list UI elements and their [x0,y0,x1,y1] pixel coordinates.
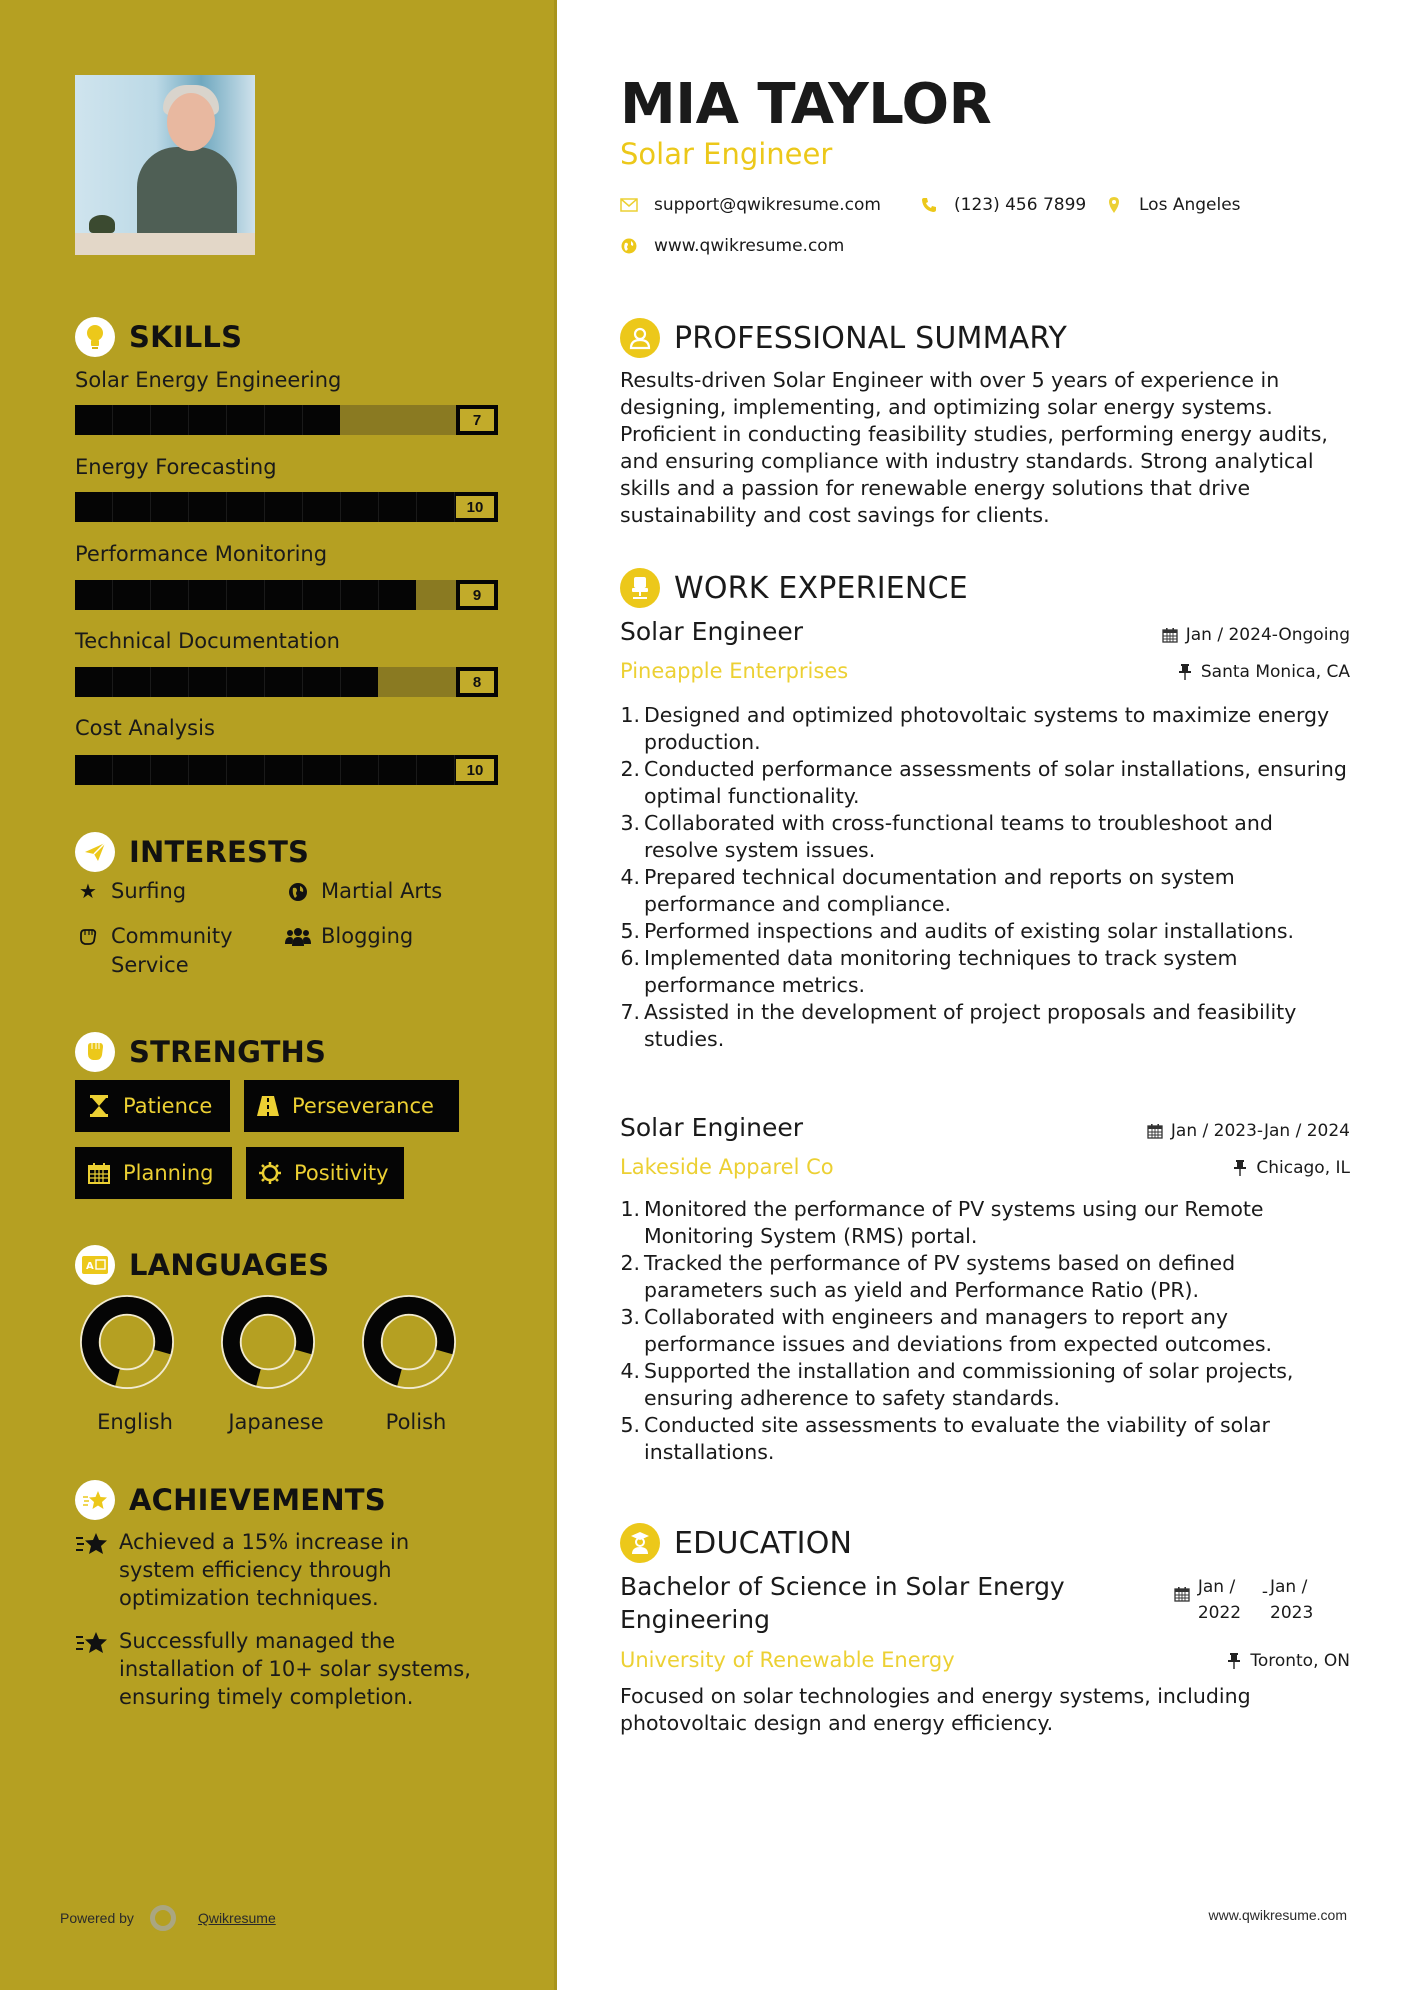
duty-item: 1. Monitored the performance of PV systems using our Remote Monitoring System (RMS) portal. [620,1197,1264,1248]
skill-bar [75,405,498,435]
pushpin-icon [1232,1160,1248,1176]
globe-icon [620,237,638,255]
interest-item: ★ Surfing [75,877,186,906]
language-donut-polish [362,1295,456,1389]
summary-heading: PROFESSIONAL SUMMARY [620,318,1067,358]
candidate-name: MIA TAYLOR [620,72,992,137]
qwikresume-logo-icon [150,1905,176,1931]
qwikresume-link[interactable]: Qwikresume [197,1910,276,1926]
skill-score: 7 [456,405,498,435]
job-title: Solar Engineer [620,1113,803,1142]
map-pin-icon [1105,196,1123,214]
skill-label: Solar Energy Engineering [75,368,342,392]
paper-plane-icon [75,832,115,872]
languages-heading: A LANGUAGES [75,1245,329,1285]
interest-item: Community Service [75,922,265,980]
profile-photo [75,75,255,255]
photo-person-body [137,147,237,247]
strength-tag: Planning [75,1147,232,1199]
duty-item: 2. Conducted performance assessments of solar installations, ensuring optimal functionality. [620,757,1347,808]
hourglass-icon [87,1094,111,1118]
job-dates: Jan / 2024-Ongoing [1162,625,1350,645]
duty-item: 1. Designed and optimized photovoltaic systems to maximize energy production. [620,703,1330,754]
duty-item: 2. Tracked the performance of PV systems based on defined parameters such as yield and Performance Ratio (PR). [620,1251,1236,1302]
education-location: Toronto, ON [1226,1651,1350,1671]
sidebar [0,0,557,1990]
strength-tag: Positivity [246,1147,404,1199]
degree-title: Bachelor of Science in Solar Energy Engineering [620,1572,1065,1634]
interest-item: Blogging [285,922,413,951]
envelope-icon [620,196,638,214]
graduate-icon [620,1523,660,1563]
duty-item: 5. Conducted site assessments to evaluate the viability of solar installations. [620,1413,1270,1464]
skills-heading: SKILLS [75,317,242,357]
raised-fist-icon [75,1032,115,1072]
calendar-icon [1174,1586,1190,1602]
sun-icon [258,1161,282,1185]
shooting-star-icon [75,1480,115,1520]
contact-location: Los Angeles [1105,195,1241,215]
contact-phone: (123) 456 7899 [920,195,1086,215]
user-icon [620,318,660,358]
language-donut-japanese [221,1295,315,1389]
skill-bar-fill [75,405,340,435]
globe-icon [285,877,311,906]
strengths-heading: STRENGTHS [75,1032,326,1072]
photo-person-head [167,93,215,151]
job-location: Chicago, IL [1232,1158,1350,1178]
calendar-icon [1147,1123,1163,1139]
skill-bar [75,667,498,697]
calendar-icon [87,1161,111,1185]
experience-heading: WORK EXPERIENCE [620,568,968,608]
school-name: University of Renewable Energy [620,1648,955,1672]
skill-bar-fill [75,580,416,610]
job-dates: Jan / 2023-Jan / 2024 [1147,1121,1350,1141]
skill-bar-fill [75,667,378,697]
pushpin-icon [1226,1653,1242,1669]
sidebar-edge [554,0,557,1990]
summary-text: Results-driven Solar Engineer with over 5 years of experience in designing, implementing, and optimizing solar energy systems. Proficient in conducting feasibility studies, performing energy audits, and ensuring compliance with industry standards. Strong analytical skills and a passion for renewable energy solutions that drive sustainability and cost savings for clients. [620,368,1328,527]
education-heading: EDUCATION [620,1523,852,1563]
svg-text:A: A [86,1261,94,1272]
job-duties [620,1196,1350,1466]
phone-icon [920,196,938,214]
achievement-item: Successfully managed the installation of 10+ solar systems, ensuring timely completion. [75,1627,499,1711]
skill-label: Cost Analysis [75,716,215,740]
language-label: Polish [385,1410,447,1434]
interest-item: Martial Arts [285,877,442,906]
skill-label: Performance Monitoring [75,542,328,566]
office-chair-icon [620,568,660,608]
lightbulb-icon [75,317,115,357]
education-dates: Jan / 2022 - Jan / 2023 [1174,1574,1322,1626]
skill-score: 8 [456,667,498,697]
education-description: Focused on solar technologies and energy systems, including photovoltaic design and energy efficiency. [620,1684,1251,1735]
strength-tag: Patience [75,1080,230,1132]
company-name: Lakeside Apparel Co [620,1155,834,1179]
skill-score: 10 [456,755,498,785]
photo-desk [75,233,255,255]
achievements-heading: ACHIEVEMENTS [75,1480,386,1520]
achievement-item: Achieved a 15% increase in system efficiency through optimization techniques. [75,1528,489,1612]
contact-email [620,195,881,215]
company-name: Pineapple Enterprises [620,659,849,683]
skill-bar-fill [75,492,456,522]
duty-item: 7. Assisted in the development of project proposals and feasibility studies. [620,1000,1297,1051]
main-content [620,0,1350,1990]
language-label: English [97,1410,173,1434]
fist-icon [75,922,101,951]
strength-tag: Perseverance [244,1080,459,1132]
contact-website [620,236,844,256]
duty-item: 6. Implemented data monitoring techniques to track system performance metrics. [620,946,1238,997]
duty-item: 3. Collaborated with engineers and managers to report any performance issues and deviations from expected outcomes. [620,1305,1273,1356]
skill-score: 9 [456,580,498,610]
skill-bar-fill [75,755,456,785]
website-link[interactable]: www.qwikresume.com [654,236,845,256]
star-icon: ★ [79,879,97,903]
candidate-title: Solar Engineer [620,137,833,171]
duty-item: 5. Performed inspections and audits of existing solar installations. [620,919,1295,943]
job-location: Santa Monica, CA [1177,662,1350,682]
language-donut-english [80,1295,174,1389]
duty-item: 4. Prepared technical documentation and reports on system performance and compliance. [620,865,1235,916]
users-icon [285,922,311,951]
road-icon [256,1094,280,1118]
job-duties [620,702,1350,1053]
skill-bar [75,492,498,522]
calendar-icon [1162,627,1178,643]
skill-bar [75,755,498,785]
duty-item: 4. Supported the installation and commissioning of solar projects, ensuring adherence to safety standards. [620,1359,1294,1410]
powered-by: Powered by Qwikresume [60,1905,276,1931]
interests-heading: INTERESTS [75,832,309,872]
email-link[interactable]: support@qwikresume.com [654,195,881,215]
job-title: Solar Engineer [620,617,803,646]
skill-label: Energy Forecasting [75,455,277,479]
skill-label: Technical Documentation [75,629,340,653]
duty-item: 3. Collaborated with cross-functional teams to troubleshoot and resolve system issues. [620,811,1273,862]
skill-bar [75,580,498,610]
pushpin-icon [1177,664,1193,680]
skill-score: 10 [456,492,498,522]
shooting-star-icon [75,1629,109,1659]
photo-plant [89,215,115,233]
translate-icon [75,1245,115,1285]
shooting-star-icon [75,1530,109,1560]
footer-website[interactable]: www.qwikresume.com [1208,1907,1347,1923]
language-label: Japanese [228,1410,324,1434]
